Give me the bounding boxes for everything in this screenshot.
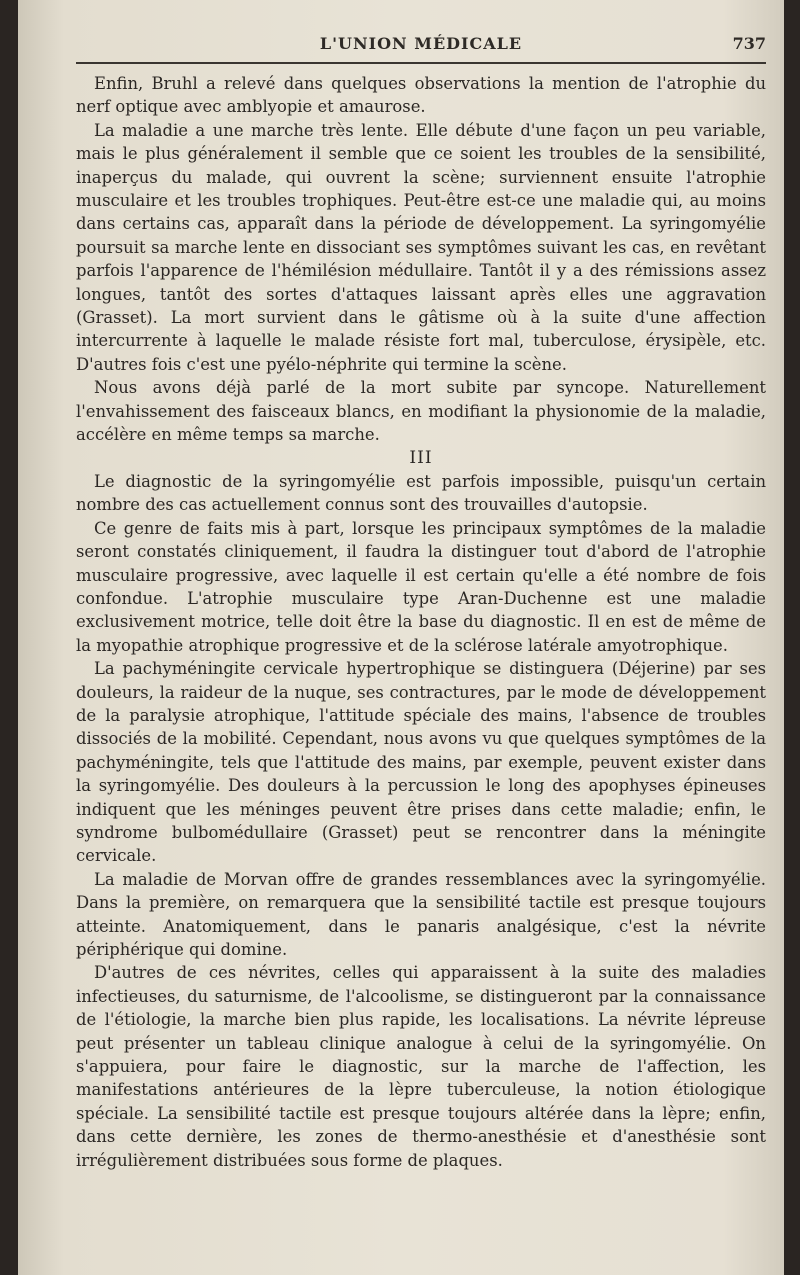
paragraph: Le diagnostic de la syringomyélie est parfois impossible, puisqu'un certain nombre des cas actuellement connus sont des trouvailles d'autopsie. — [76, 471, 766, 515]
paragraph: La maladie a une marche très lente. Elle débute d'une façon un peu variable, mais le plus généralement il semble que ce soient les troubles de la sensibilité, inaperçus du malade, qui ouvrent la scène; surviennent ensuite l'atrophie musculaire et les troubles trophiques. Peut-être est-ce une maladie qui, au moins dans certains cas, apparaît dans la période de développement. La syringomyélie poursuit sa marche lente en dissociant ses symptômes suivant les cas, en revêtant parfois l'apparence de l'hémilésion médullaire. Tantôt il y a des rémissions assez longues, tantôt des sortes d'attaques laissant après elles une aggravation (Grasset). La mort survient dans le gâtisme où à la suite d'une affection intercurrente à laquelle le malade résiste fort mal, tuberculose, érysipèle, etc. D'autres fois c'est une pyélo-néphrite qui termine la scène. — [76, 120, 766, 374]
running-title: L'UNION MÉDICALE — [319, 34, 523, 53]
page-header — [76, 30, 766, 60]
paragraph: D'autres de ces névrites, celles qui apparaissent à la suite des maladies infectieuses, du saturnisme, de l'alcoolisme, se distingueront par la connaissance de l'étiologie, la marche bien plus rapide, les localisations. La névrite lépreuse peut présenter un tableau clinique analogue à celui de la syringomyélie. On s'appuiera, pour faire le diagnostic, sur la marche de l'affection, les manifestations antérieures de la lèpre tuberculeuse, la notion étiologique spéciale. La sensibilité tactile est presque toujours altérée dans la lèpre; enfin, dans cette dernière, les zones de thermo-anesthésie et d'anesthésie sont irrégulièrement distribuées sous forme de plaques. — [76, 963, 766, 1170]
paragraph: Ce genre de faits mis à part, lorsque les principaux symptômes de la maladie seront constatés cliniquement, il faudra la distinguer tout d'abord de l'atrophie musculaire progressive, avec laquelle il est certain qu'elle a été nombre de fois confondue. L'atrophie musculaire type Aran-Duchenne est une maladie exclusivement motrice, telle doit être la base du diagnostic. Il en est de même de la myopathie atrophique progressive et de la sclérose latérale amyotrophique. — [76, 518, 766, 655]
paragraph: La maladie de Morvan offre de grandes ressemblances avec la syringomyélie. Dans la première, on remarquera que la sensibilité tactile est presque toujours atteinte. Anatomiquement, dans le panaris analgésique, c'est la névrite périphérique qui domine. — [76, 869, 766, 960]
article-body — [76, 72, 766, 1172]
header-rule — [76, 62, 766, 64]
paragraph: Nous avons déjà parlé de la mort subite par syncope. Naturellement l'envahissement des faisceaux blancs, en modifiant la physionomie de la maladie, accélère en même temps sa marche. — [76, 378, 766, 445]
page-number: 737 — [732, 34, 766, 53]
paragraph: Enfin, Bruhl a relevé dans quelques observations la mention de l'atrophie du nerf optique avec amblyopie et amaurose. — [76, 74, 766, 117]
journal-page — [18, 0, 784, 1275]
paragraph: La pachyméningite cervicale hypertrophique se distinguera (Déjerine) par ses douleurs, la raideur de la nuque, ses contractures, par le mode de développement de la paralysie atrophique, l'attitude spéciale des mains, l'absence de troubles dissociés de la mobilité. Cependant, nous avons vu que quelques symptômes de la pachyméningite, tels que l'attitude des mains, par exemple, peuvent exister dans la syringomyélie. Des douleurs à la percussion le long des apophyses épineuses indiquent que les méninges peuvent être prises dans cette maladie; enfin, le syndrome bulbomédullaire (Grasset) peut se rencontrer dans la méningite cervicale. — [76, 659, 766, 866]
section-heading: III — [409, 447, 433, 468]
